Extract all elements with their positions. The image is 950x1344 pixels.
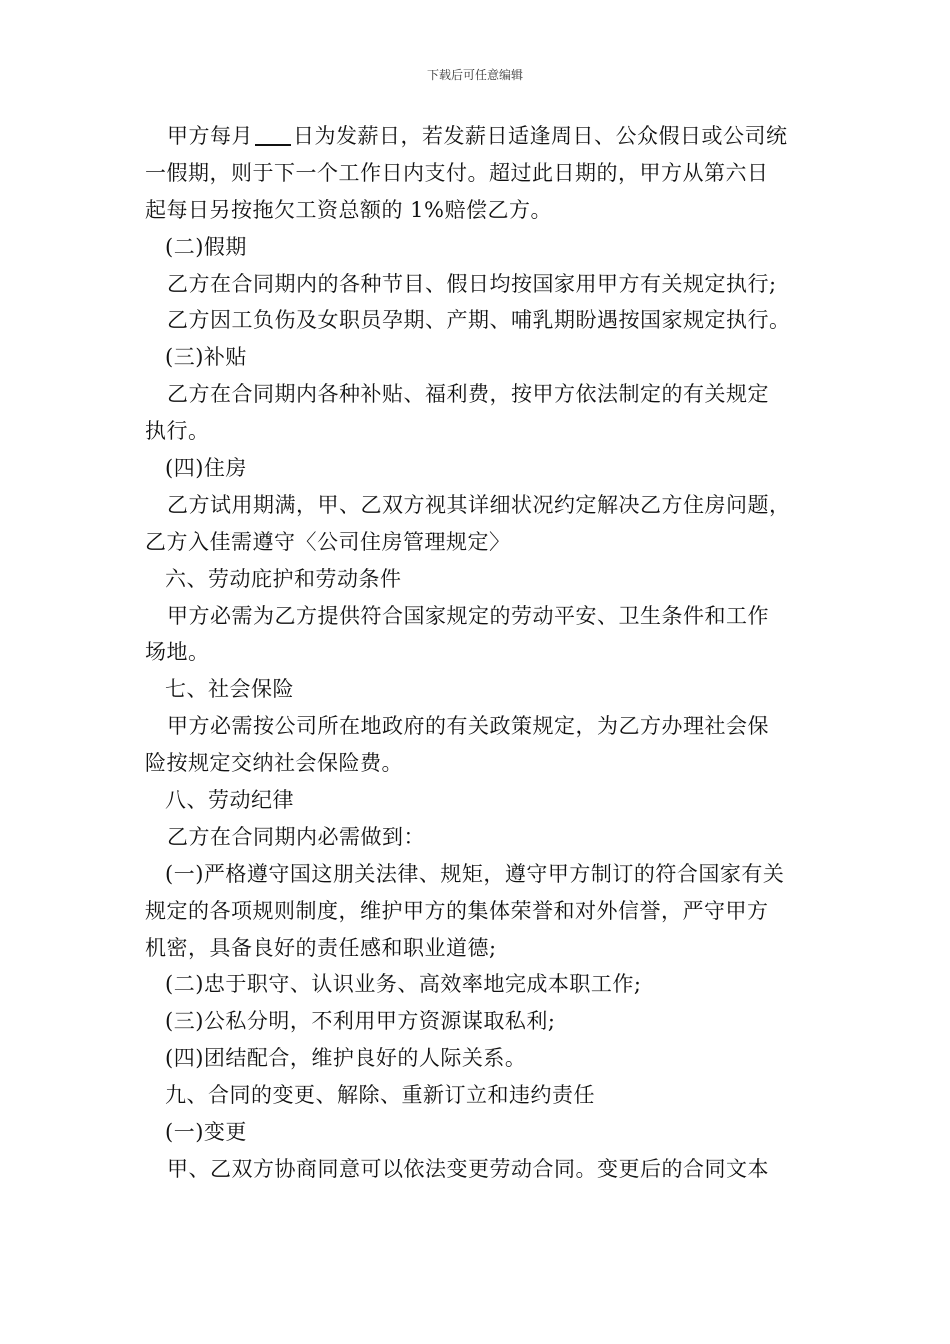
list-item: (三)公私分明，不利用甲方资源谋取私利;	[165, 1009, 556, 1034]
section-heading: (四)住房	[165, 456, 247, 481]
paragraph-line: 险按规定交纳社会保险费。	[145, 751, 403, 776]
text-run: 甲方每月	[167, 124, 253, 148]
section-heading: (二)假期	[165, 234, 247, 259]
list-item: (二)忠于职守、认识业务、高效率地完成本职工作;	[165, 972, 642, 997]
paragraph-line: 甲方必需为乙方提供符合国家规定的劳动平安、卫生条件和工作	[167, 603, 769, 628]
list-item: (一)严格遵守国这朋关法律、规矩，遵守甲方制订的符合国家有关	[165, 861, 785, 886]
paragraph-line: 场地。	[145, 640, 210, 665]
page-header: 下载后可任意编辑	[426, 68, 523, 82]
paragraph-line: 起每日另按拖欠工资总额的 1%赔偿乙方。	[145, 197, 552, 222]
paragraph-line: 乙方试用期满，甲、乙双方视其详细状况约定解决乙方住房问题，	[167, 492, 791, 517]
fill-in-blank	[255, 122, 291, 146]
paragraph-line: 一假期，则于下一个工作日内支付。超过此日期的，甲方从第六日	[145, 160, 769, 185]
text-run: 日为发薪日，若发薪日适逢周日、公众假日或公司统	[293, 124, 788, 148]
section-heading: 九、合同的变更、解除、重新订立和违约责任	[165, 1083, 595, 1108]
paragraph-line	[145, 118, 825, 155]
paragraph-line: 乙方因工负伤及女职员孕期、产期、哺乳期盼遇按国家规定执行。	[167, 308, 791, 333]
paragraph-line: 乙方入佳需遵守〈公司住房管理规定〉	[145, 529, 511, 554]
paragraph-line: 规定的各项规则制度，维护甲方的集体荣誉和对外信誉，严守甲方	[145, 898, 769, 923]
paragraph-line: 乙方在合同期内各种补贴、福利费，按甲方依法制定的有关规定	[167, 382, 769, 407]
paragraph-line: 甲方必需按公司所在地政府的有关政策规定，为乙方办理社会保	[167, 714, 769, 739]
list-item: (四)团结配合，维护良好的人际关系。	[165, 1046, 527, 1071]
paragraph-line: 甲、乙双方协商同意可以依法变更劳动合同。变更后的合同文本	[167, 1156, 769, 1181]
document-body	[145, 118, 825, 1188]
paragraph-line: 乙方在合同期内的各种节目、假日均按国家用甲方有关规定执行;	[167, 271, 777, 296]
section-heading: (三)补贴	[165, 345, 247, 370]
section-heading: (一)变更	[165, 1120, 247, 1145]
paragraph-line: 机密，具备良好的责任感和职业道德;	[145, 935, 497, 960]
section-heading: 八、劳动纪律	[165, 788, 294, 813]
section-heading: 六、劳动庇护和劳动条件	[165, 566, 402, 591]
paragraph-line: 执行。	[145, 419, 210, 444]
section-heading: 七、社会保险	[165, 677, 294, 702]
paragraph-line: 乙方在合同期内必需做到：	[167, 824, 425, 849]
